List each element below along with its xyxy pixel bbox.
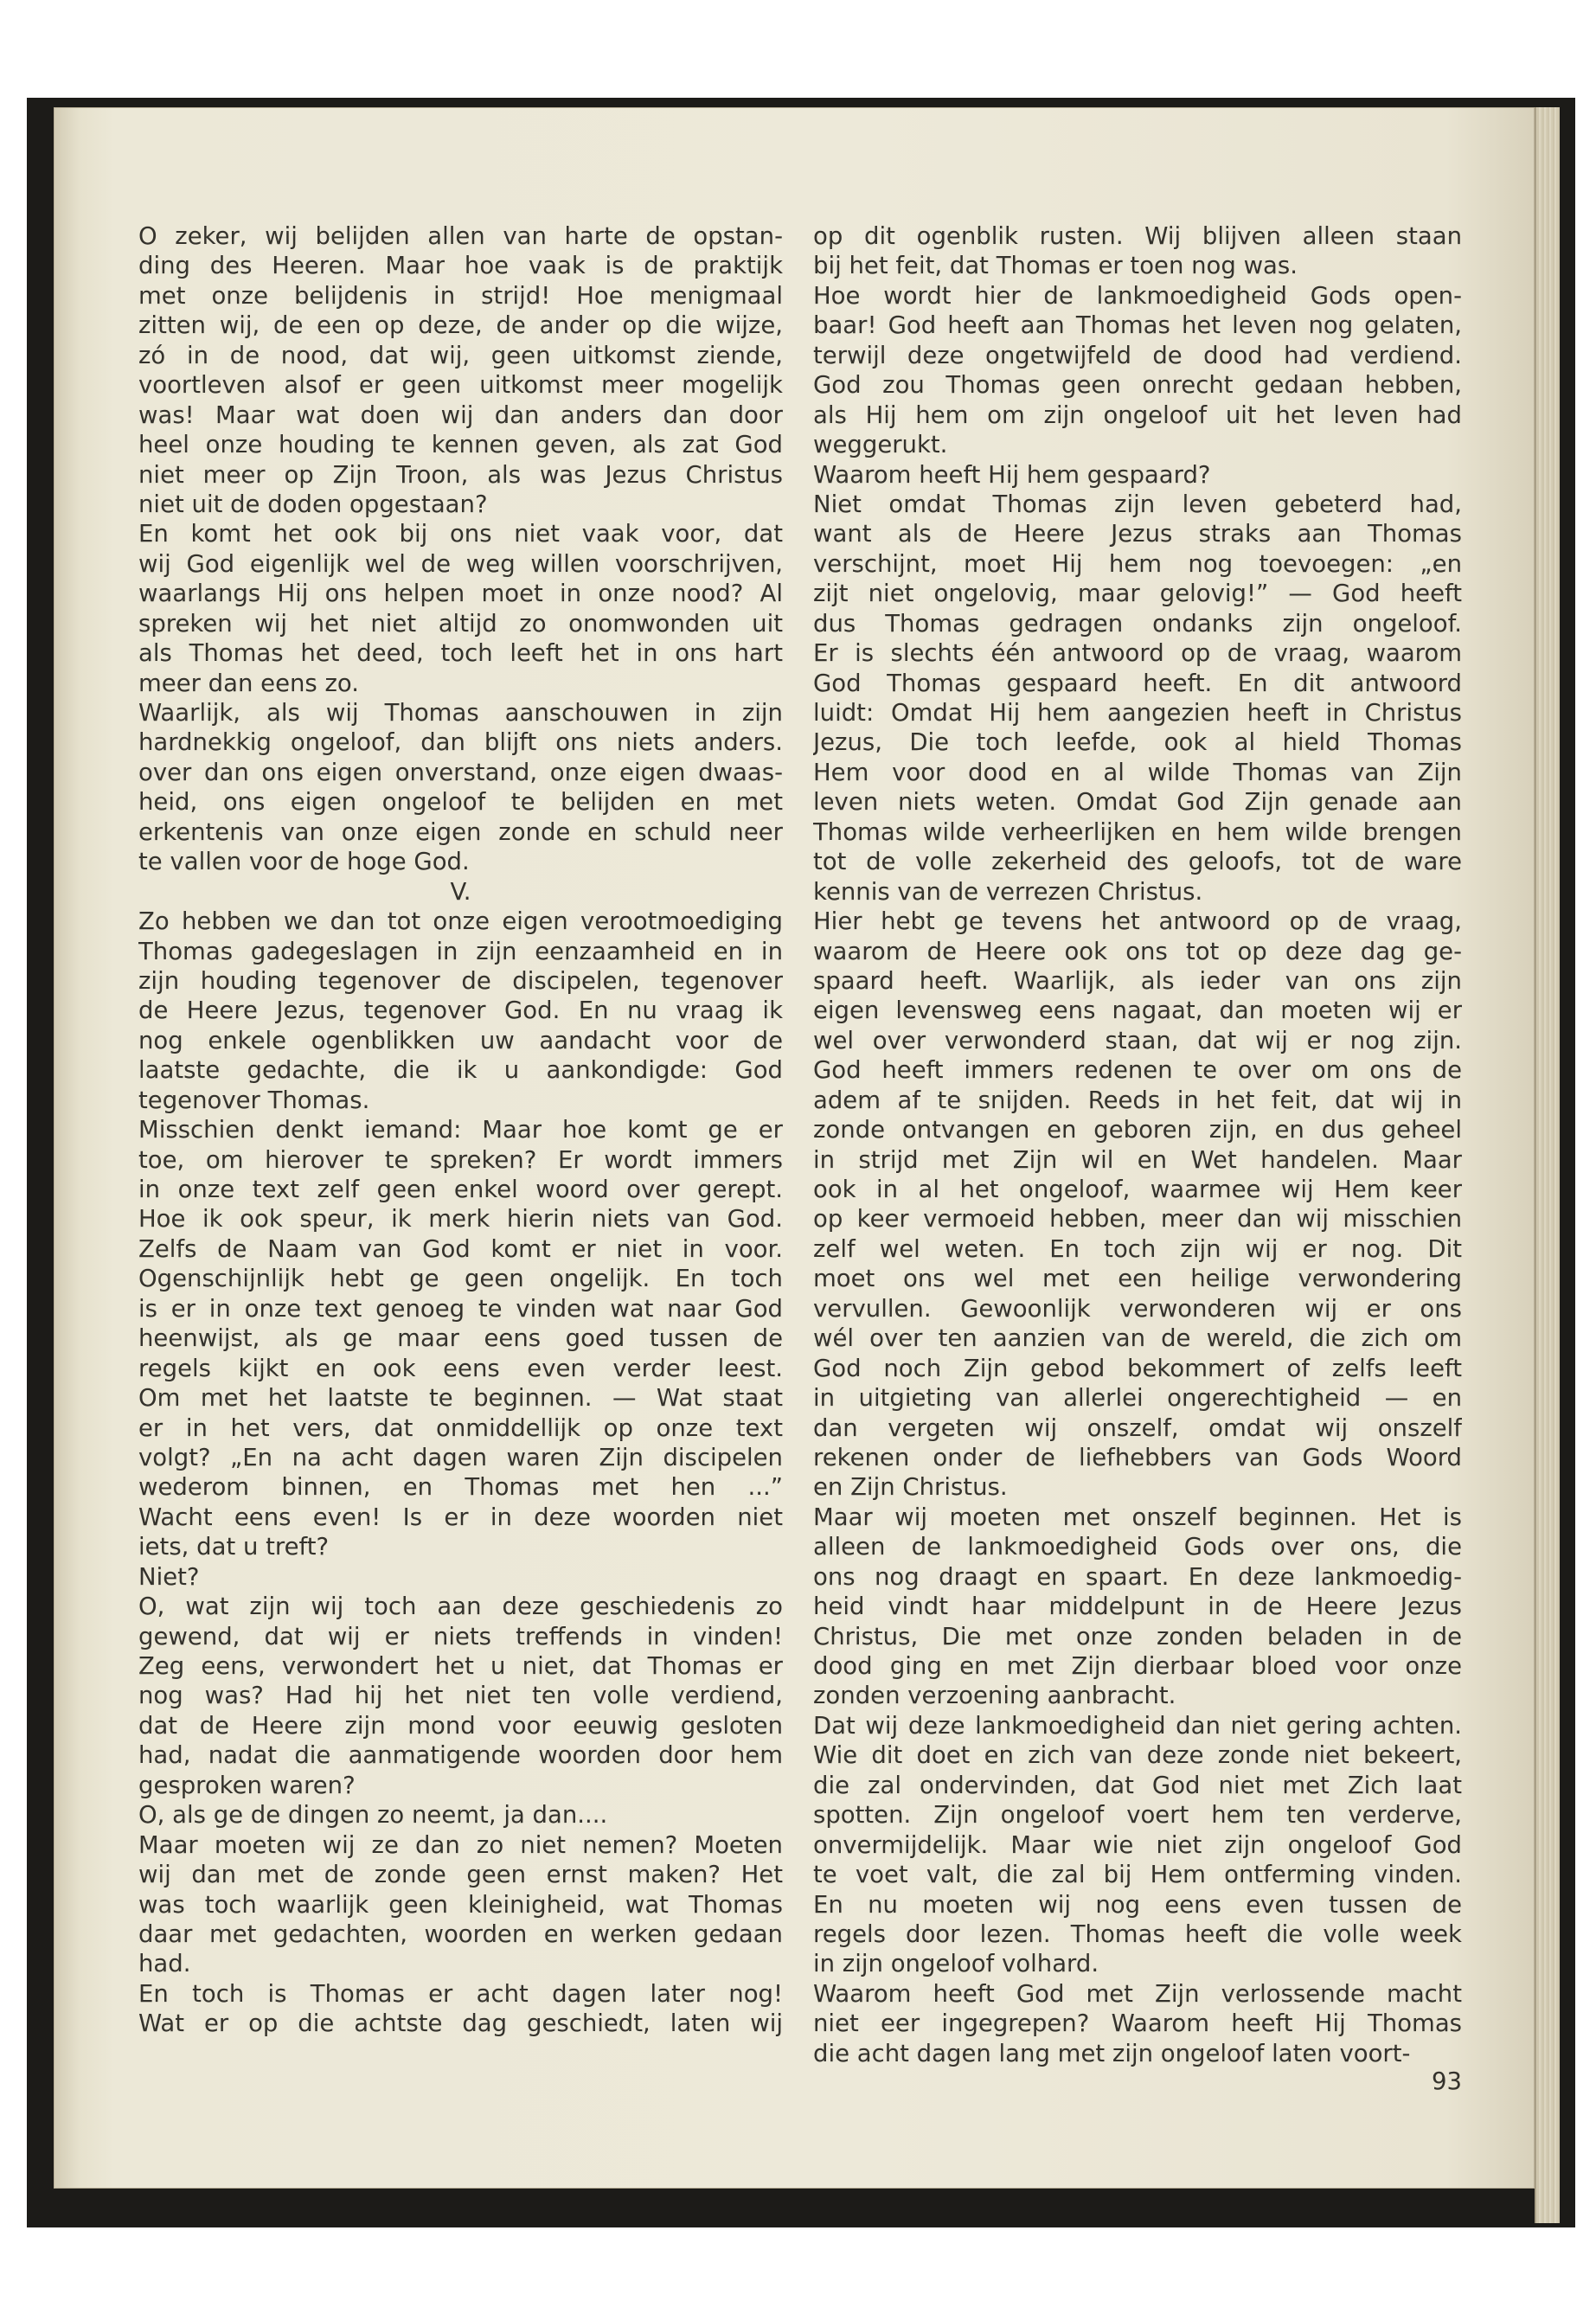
text-line: wij God eigenlijk wel de weg willen voorschrijven,	[138, 549, 783, 578]
text-line: op keer vermoeid hebben, meer dan wij misschien	[813, 1205, 1462, 1234]
text-line: niet uit de doden opgestaan?	[138, 490, 488, 518]
text-line: Hoe wordt hier de lankmoedigheid Gods open-	[813, 281, 1462, 310]
text-line: Er is slechts één antwoord op de vraag, waarom	[813, 639, 1462, 668]
text-line: Zelfs de Naam van God komt er niet in voor.	[138, 1234, 783, 1263]
text-line: Zeg eens, verwondert het u niet, dat Thomas er	[138, 1652, 783, 1680]
text-line: eigen levensweg eens nagaat, dan moeten wij er	[813, 997, 1462, 1025]
text-line: voortleven alsof er geen uitkomst meer mogelijk	[138, 371, 783, 400]
text-line: zelf wel weten. En toch zijn wij er nog. Dit	[813, 1234, 1462, 1263]
text-line: erkentenis van onze eigen zonde en schuld neer	[138, 817, 783, 846]
text-line: zitten wij, de een op deze, de ander op die wijze,	[138, 311, 783, 340]
text-line: adem af te snijden. Reeds in het feit, dat wij in	[813, 1086, 1462, 1114]
text-line: waarom de Heere ook ons tot op deze dag ge-	[813, 937, 1462, 965]
text-line: Zo hebben we dan tot onze eigen verootmoediging	[138, 907, 783, 936]
text-line: over dan ons eigen onverstand, onze eigen dwaas-	[138, 758, 783, 786]
text-line: in uitgieting van allerlei ongerechtigheid — en	[813, 1384, 1462, 1413]
text-line: want als de Heere Jezus straks aan Thomas	[813, 520, 1462, 548]
text-line: Hoe ik ook speur, ik merk hierin niets van God.	[138, 1205, 783, 1234]
text-line: zonde ontvangen en geboren zijn, en dus geheel	[813, 1116, 1462, 1144]
text-line: regels kijkt en ook eens even verder leest.	[138, 1354, 783, 1382]
text-line: Niet omdat Thomas zijn leven gebeterd had,	[813, 490, 1462, 518]
text-line: de Heere Jezus, tegenover God. En nu vraag ik	[138, 997, 783, 1025]
text-line: luidt: Omdat Hij hem aangezien heeft in Christus	[813, 699, 1462, 727]
text-line: Niet?	[138, 1562, 200, 1591]
text-line: heid vindt haar middelpunt in de Heere Jezus	[813, 1593, 1462, 1621]
text-line: ons nog draagt en spaart. En deze lankmoedig-	[813, 1562, 1462, 1591]
text-line: in onze text zelf geen enkel woord over gerept.	[138, 1176, 783, 1203]
text-line: met onze belijdenis in strijd! Hoe menigmaal	[138, 281, 783, 310]
text-line: ook in al het ongeloof, waarmee wij Hem keer	[813, 1176, 1462, 1203]
section-heading: V.	[450, 877, 471, 906]
text-line: was toch waarlijk geen kleinigheid, wat Thomas	[138, 1890, 783, 1919]
text-line: Waarom heeft Hij hem gespaard?	[813, 460, 1211, 489]
text-line: God Thomas gespaard heeft. En dit antwoord	[813, 669, 1462, 697]
text-line: rekenen onder de liefhebbers van Gods Woord	[813, 1443, 1462, 1471]
text-line: weggerukt.	[813, 431, 948, 459]
text-line: zijn houding tegenover de discipelen, tegenover	[138, 966, 783, 995]
text-line: heenwijst, als ge maar eens goed tussen de	[138, 1324, 783, 1353]
text-column-left	[138, 221, 783, 2039]
text-line: Misschien denkt iemand: Maar hoe komt ge er	[138, 1116, 783, 1144]
text-line: Hem voor dood en al wilde Thomas van Zijn	[813, 758, 1462, 786]
text-line: moet ons wel met een heilige verwondering	[813, 1265, 1462, 1293]
page-number: 93	[1432, 2067, 1462, 2095]
text-line: God noch Zijn gebod bekommert of zelfs leeft	[813, 1354, 1462, 1382]
text-line: in zijn ongeloof volhard.	[813, 1950, 1099, 1978]
text-line: die acht dagen lang met zijn ongeloof laten voort-	[813, 2039, 1411, 2067]
text-line: dus Thomas gedragen ondanks zijn ongeloof.	[813, 609, 1462, 638]
text-line: er in het vers, dat onmiddellijk op onze text	[138, 1413, 783, 1442]
text-line: in strijd met Zijn wil en Wet handelen. Maar	[813, 1145, 1462, 1174]
text-line: onvermijdelijk. Maar wie niet zijn ongeloof God	[813, 1830, 1462, 1859]
text-line: dood ging en met Zijn dierbaar bloed voor onze	[813, 1652, 1462, 1680]
text-line: spreken wij het niet altijd zo onomwonden uit	[138, 609, 783, 638]
text-line: En nu moeten wij nog eens even tussen de	[813, 1890, 1462, 1919]
text-line: niet eer ingegrepen? Waarom heeft Hij Thomas	[813, 2009, 1462, 2038]
text-line: verschijnt, moet Hij hem nog toevoegen: „en	[813, 549, 1462, 578]
text-line: Christus, Die met onze zonden beladen in de	[813, 1622, 1462, 1650]
text-line: is er in onze text genoeg te vinden wat naar God	[138, 1294, 783, 1323]
text-line: en Zijn Christus.	[813, 1473, 1008, 1502]
text-line: En toch is Thomas er acht dagen later nog!	[138, 1979, 783, 2008]
text-line: Maar moeten wij ze dan zo niet nemen? Moeten	[138, 1830, 783, 1859]
text-line: spaard heeft. Waarlijk, als ieder van ons zijn	[813, 966, 1462, 995]
text-line: Waarlijk, als wij Thomas aanschouwen in zijn	[138, 699, 783, 727]
text-line: Wie dit doet en zich van deze zonde niet bekeert,	[813, 1741, 1462, 1770]
text-line: had.	[138, 1950, 191, 1978]
text-line: leven niets weten. Omdat God Zijn genade aan	[813, 788, 1462, 817]
text-line: nog enkele ogenblikken uw aandacht voor de	[138, 1026, 783, 1054]
text-line: volgt? „En na acht dagen waren Zijn discipelen	[138, 1443, 783, 1471]
text-line: God heeft immers redenen te over om ons de	[813, 1056, 1462, 1085]
text-line: Wat er op die achtste dag geschiedt, laten wij	[138, 2009, 783, 2038]
text-line: tegenover Thomas.	[138, 1086, 370, 1114]
text-line: alleen de lankmoedigheid Gods over ons, die	[813, 1533, 1462, 1561]
text-line: O zeker, wij belijden allen van harte de opstan-	[138, 222, 783, 250]
text-line: regels door lezen. Thomas heeft die volle week	[813, 1920, 1462, 1948]
text-line: Jezus, Die toch leefde, ook al hield Thomas	[813, 728, 1462, 757]
text-line: was! Maar wat doen wij dan anders dan door	[138, 401, 783, 429]
page-fore-edge	[1535, 107, 1560, 2223]
text-line: gewend, dat wij er niets treffends in vinden!	[138, 1622, 783, 1650]
text-line: zijt niet ongelovig, maar gelovig!” — God heeft	[813, 580, 1462, 608]
text-line: God zou Thomas geen onrecht gedaan hebben,	[813, 371, 1462, 400]
text-line: spotten. Zijn ongeloof voert hem ten verderve,	[813, 1801, 1462, 1830]
text-line: daar met gedachten, woorden en werken gedaan	[138, 1920, 783, 1948]
text-line: heel onze houding te kennen geven, als zat God	[138, 431, 783, 459]
text-line: Thomas wilde verheerlijken en hem wilde brengen	[813, 817, 1462, 846]
text-line: Maar wij moeten met onszelf beginnen. Het is	[813, 1503, 1462, 1531]
text-line: zonden verzoening aanbracht.	[813, 1682, 1176, 1710]
text-line: nog was? Had hij het niet ten volle verdiend,	[138, 1682, 783, 1710]
text-line: te voet valt, die zal bij Hem ontferming vinden.	[813, 1861, 1462, 1889]
text-line: ding des Heeren. Maar hoe vaak is de praktijk	[138, 252, 783, 280]
text-line: dat de Heere zijn mond voor eeuwig gesloten	[138, 1711, 783, 1740]
text-line: Wacht eens even! Is er in deze woorden niet	[138, 1503, 783, 1531]
text-line: O, als ge de dingen zo neemt, ja dan....	[138, 1801, 608, 1830]
text-line: dan vergeten wij onszelf, omdat wij onszelf	[813, 1413, 1462, 1442]
text-line: die zal ondervinden, dat God niet met Zich laat	[813, 1771, 1462, 1799]
text-line: Ogenschijnlijk hebt ge geen ongelijk. En toch	[138, 1265, 783, 1293]
text-line: kennis van de verrezen Christus.	[813, 877, 1203, 906]
text-line: waarlangs Hij ons helpen moet in onze nood? Al	[138, 580, 783, 608]
text-line: wederom binnen, en Thomas met hen ...”	[138, 1473, 783, 1502]
text-line: als Hij hem om zijn ongeloof uit het leven had	[813, 401, 1462, 429]
text-line: wij dan met de zonde geen ernst maken? Het	[138, 1861, 783, 1889]
text-line: iets, dat u treft?	[138, 1533, 330, 1561]
text-line: te vallen voor de hoge God.	[138, 848, 470, 876]
text-line: Waarom heeft God met Zijn verlossende macht	[813, 1979, 1462, 2008]
text-line: meer dan eens zo.	[138, 669, 360, 697]
text-line: toe, om hierover te spreken? Er wordt immers	[138, 1145, 783, 1174]
text-line: wel over verwonderd staan, dat wij er nog zijn.	[813, 1026, 1462, 1054]
text-line: op dit ogenblik rusten. Wij blijven alleen staan	[813, 222, 1462, 250]
text-line: niet meer op Zijn Troon, als was Jezus Christus	[138, 460, 783, 489]
text-column-right	[813, 221, 1462, 2068]
text-line: bij het feit, dat Thomas er toen nog was.	[813, 252, 1298, 280]
text-line: zó in de nood, dat wij, geen uitkomst ziende,	[138, 341, 783, 369]
text-line: terwijl deze ongetwijfeld de dood had verdiend.	[813, 341, 1462, 369]
text-line: Hier hebt ge tevens het antwoord op de vraag,	[813, 907, 1462, 936]
text-line: Thomas gadegeslagen in zijn eenzaamheid en in	[138, 937, 783, 965]
text-line: Om met het laatste te beginnen. — Wat staat	[138, 1384, 783, 1413]
text-line: O, wat zijn wij toch aan deze geschiedenis zo	[138, 1593, 783, 1621]
text-line: wél over ten aanzien van de wereld, die zich om	[813, 1324, 1462, 1353]
text-line: tot de volle zekerheid des geloofs, tot de ware	[813, 848, 1462, 876]
text-line: laatste gedachte, die ik u aankondigde: God	[138, 1056, 783, 1085]
text-line: baar! God heeft aan Thomas het leven nog gelaten,	[813, 311, 1462, 340]
text-line: Dat wij deze lankmoedigheid dan niet gering achten.	[813, 1711, 1462, 1740]
text-line: vervullen. Gewoonlijk verwonderen wij er ons	[813, 1294, 1462, 1323]
text-line: had, nadat die aanmatigende woorden door hem	[138, 1741, 783, 1770]
text-line: En komt het ook bij ons niet vaak voor, dat	[138, 520, 783, 548]
text-line: gesproken waren?	[138, 1771, 356, 1799]
text-line: heid, ons eigen ongeloof te belijden en met	[138, 788, 783, 817]
text-line: hardnekkig ongeloof, dan blijft ons niets anders.	[138, 728, 783, 757]
text-line: als Thomas het deed, toch leeft het in ons hart	[138, 639, 783, 668]
